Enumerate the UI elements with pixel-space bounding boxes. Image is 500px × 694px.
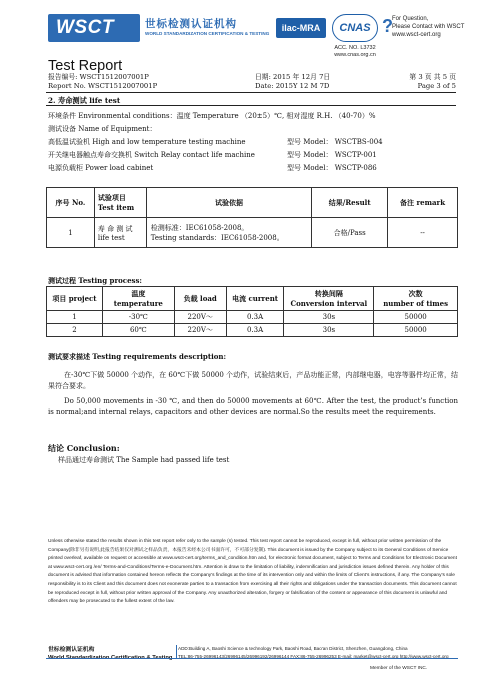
question-line: For Question, bbox=[392, 16, 429, 22]
table-row bbox=[47, 324, 458, 337]
equipment-label: 测试设备 Name of Equipment： bbox=[48, 125, 157, 133]
table-header-row bbox=[47, 188, 458, 218]
conversion-interval-en: Conversion interval bbox=[290, 299, 368, 308]
basis-en: Testing standards：IEC61058-2008。 bbox=[150, 233, 284, 242]
cell-basis bbox=[146, 218, 312, 248]
cell-result: 合格/Pass bbox=[312, 218, 388, 248]
report-number bbox=[48, 73, 157, 91]
col-no: 序号 No. bbox=[47, 188, 95, 218]
cell-load: 220V～ bbox=[174, 311, 226, 324]
footer-phone-email: TEL:86-755-26996143/26996145/26996192/26996144 FAX:86-755-26996253 E-mail: market@wsct-cert.org http://www.wsct-cert.org bbox=[178, 653, 449, 659]
conversion-interval-cn: 转换间隔 bbox=[314, 289, 343, 298]
col-number-of-times bbox=[374, 287, 458, 311]
cell-temperature: -30℃ bbox=[102, 311, 174, 324]
report-number-en: Report No. WSCT1512007001P bbox=[48, 82, 158, 90]
cell-times: 50000 bbox=[374, 311, 458, 324]
question-mark-icon: ? bbox=[382, 16, 393, 36]
page-number-en: Page 3 of 5 bbox=[417, 82, 456, 90]
col-load: 负载 load bbox=[174, 287, 226, 311]
cell-temperature: 60℃ bbox=[102, 324, 174, 337]
table-header-row bbox=[47, 287, 458, 311]
number-of-times-en: number of times bbox=[383, 299, 449, 308]
conclusion-text: 样品通过寿命测试 The Sample had passed life test bbox=[58, 456, 230, 464]
equipment-model: 型号 Model： WSCTP-001 bbox=[287, 151, 377, 159]
report-date-cn: 日期: 2015 年 12月 7日 bbox=[255, 73, 331, 81]
cell-interval: 30s bbox=[284, 311, 374, 324]
report-title: Test Report bbox=[48, 58, 123, 74]
contact-website: www.wsct-cert.org bbox=[392, 32, 441, 38]
footer-divider bbox=[46, 658, 458, 659]
equipment-name: 高低温试验机 High and low temperature testing machine bbox=[48, 138, 246, 146]
logo-chinese-name: 世标检测认证机构 bbox=[145, 18, 237, 30]
cnas-logo: CNAS bbox=[332, 14, 378, 42]
col-current: 电流 current bbox=[226, 287, 284, 311]
cell-project: 1 bbox=[47, 311, 103, 324]
footer-separator bbox=[176, 645, 177, 659]
basis-cn: 检测标准：IEC61058-2008。 bbox=[150, 223, 249, 232]
cell-remark: -- bbox=[388, 218, 458, 248]
wsct-membership: Member of the WSCT INC. bbox=[370, 666, 428, 671]
col-basis: 试验依据 bbox=[146, 188, 312, 218]
page-number bbox=[400, 73, 456, 91]
section-divider bbox=[46, 105, 456, 106]
logo-english-name: WORLD STANDARDIZATION CERTIFICATION & TESTING bbox=[145, 31, 270, 36]
equipment-model: 型号 Model： WSCTBS-004 bbox=[287, 138, 383, 146]
equipment-name: 开关继电器触点寿命交换机 Switch Relay contact life machine bbox=[48, 151, 255, 159]
section-heading: 2. 寿命测试 life test bbox=[48, 96, 121, 105]
conclusion-heading: 结论 Conclusion: bbox=[48, 443, 120, 453]
wsct-logo: WSCT bbox=[48, 14, 140, 42]
table-row bbox=[47, 311, 458, 324]
table-row bbox=[47, 218, 458, 248]
cell-interval: 30s bbox=[284, 324, 374, 337]
cell-current: 0.3A bbox=[226, 324, 284, 337]
environment-conditions: 环境条件 Environmental conditions：温度 Temperature （20±5）℃, 相对湿度 R.H. （40-70）% bbox=[48, 112, 376, 120]
cnas-website: www.cnas.org.cn bbox=[334, 52, 376, 58]
page-number-cn: 第 3 页 共 5 页 bbox=[409, 73, 456, 81]
col-project: 项目 project bbox=[47, 287, 103, 311]
number-of-times-cn: 次数 bbox=[408, 289, 423, 298]
footer-address: ADD:Building A, Baoshi Science & technology Park, Baoshi Road, Bao’an District, Shenzhen, Guangdong, China bbox=[178, 646, 408, 651]
cell-current: 0.3A bbox=[226, 311, 284, 324]
col-temperature: 温度 temperature bbox=[102, 287, 174, 311]
equipment-name: 电源负载柜 Power load cabinet bbox=[48, 164, 154, 172]
footer-org-cn: 世标检测认证机构 bbox=[48, 647, 95, 653]
equipment-model: 型号 Model： WSCTP-086 bbox=[287, 164, 377, 172]
cell-project: 2 bbox=[47, 324, 103, 337]
cell-times: 50000 bbox=[374, 324, 458, 337]
col-remark: 备注 remark bbox=[388, 188, 458, 218]
requirements-cn: 在-30℃下做 50000 个动作，在 60℃下做 50000 个动作，试验结束后，产品功能正常，内部继电器，电容等器件均正常，结果符合要求。 bbox=[48, 371, 458, 390]
footer-org-en: World Standardization Certification & Testing bbox=[48, 655, 173, 661]
disclaimer-footnote: Unless otherwise stated the results shown in this test report refer only to the sample (s) tested. This test report cannot be reproduced, except in full, without prior written permission of the Company(除非另有说明,此报告结果仅对测试之样品负责，本报告未经本公司书面许可，不可部分复制). This document is issued by the Company subject to its General Conditions of Service printed overleaf, available on request or accessible at www.wsct-cert.org/terms_and_condition.htm and, for electronic format document, subject to Terms and Conditions for Electronic Document at www.wsct-cert.org /en/ Terms-and-Conditions/Terms-e-Document.htm. Attention is draw to the limitation of liability, indemnification and jurisdiction issues defined therein. Any holder of this document is advised that information contained hereon reflects the Company’s findings at the time of its intervention only and within the limits of Client’s instructions, if any. The Company’s sole responsibility is to its Client and this document does not exonerate parties to a transaction from exercising all their rights and obligations under the transaction documents. This document cannot be reproduced except in full, without prior written approval of the Company. Any unauthorized alteration, forgery or falsification of the content or appearance of this document is unlawful and offenders may be prosecuted to the fullest extent of the law. bbox=[48, 539, 457, 605]
accreditation-info bbox=[320, 45, 390, 59]
col-test-item: 试验项目 Test item bbox=[94, 188, 146, 218]
cell-no: 1 bbox=[47, 218, 95, 248]
test-item-table bbox=[46, 187, 458, 248]
col-conversion-interval bbox=[284, 287, 374, 311]
report-date bbox=[255, 73, 330, 91]
contact-line: Please Contact with WSCT bbox=[392, 24, 465, 30]
footer-organization bbox=[48, 646, 172, 662]
header bbox=[0, 0, 500, 62]
requirements-en: Do 50,000 movements in -30 ℃, and then do 50000 movements at 60℃. After the test, the product’s function is normal;and internal relays, capacitors and other devices are normal.So the results meet the requirements. bbox=[48, 397, 458, 416]
header-divider bbox=[46, 92, 456, 93]
col-result: 结果/Result bbox=[312, 188, 388, 218]
accreditation-number: ACC. NO. L3732 bbox=[334, 45, 376, 51]
report-number-cn: 报告编号: WSCT1512007001P bbox=[48, 73, 149, 81]
ilac-mra-logo: ilac-MRA bbox=[276, 18, 326, 38]
report-date-en: Date: 2015Y 12 M 7D bbox=[255, 82, 330, 90]
testing-process-table bbox=[46, 286, 458, 337]
cell-test-item: 寿 命 测 试 life test bbox=[94, 218, 146, 248]
requirements-heading: 测试要求描述 Testing requirements description: bbox=[48, 352, 227, 361]
contact-info bbox=[392, 15, 464, 39]
process-heading: 测试过程 Testing process: bbox=[48, 276, 142, 285]
cell-load: 220V～ bbox=[174, 324, 226, 337]
